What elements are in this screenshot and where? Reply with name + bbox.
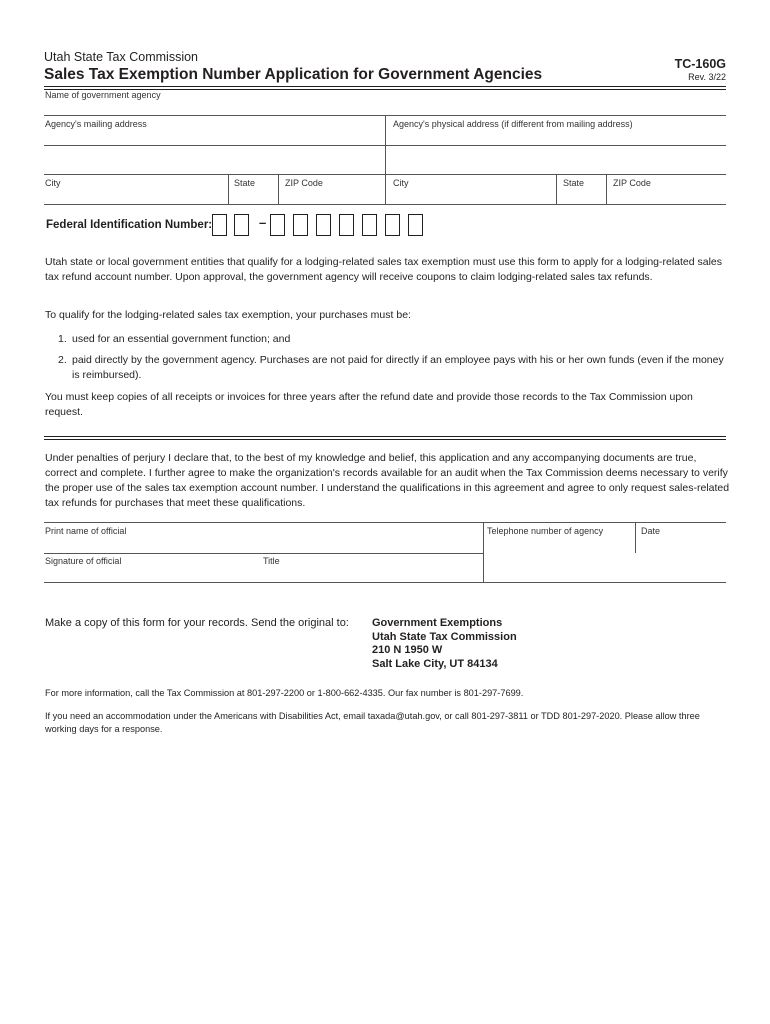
list-number: 2.: [58, 354, 67, 366]
mailing-address: [372, 617, 517, 671]
qualify-paragraph: To qualify for the lodging-related sales tax exemption, your purchases must be:: [45, 309, 411, 321]
address-line: Government Exemptions: [372, 617, 503, 629]
divider: [44, 582, 726, 583]
address-line: Utah State Tax Commission: [372, 630, 517, 643]
revision-date: Rev. 3/22: [688, 72, 726, 82]
column-divider: [556, 174, 557, 204]
form-title: Sales Tax Exemption Number Application for Government Agencies: [44, 66, 543, 83]
signature-field[interactable]: [44, 566, 254, 582]
physical-address-field[interactable]: [386, 130, 726, 174]
fein-digit-box[interactable]: [293, 214, 308, 236]
column-divider: [278, 174, 279, 204]
agency-name-header: Utah State Tax Commission: [44, 50, 198, 64]
mailing-address-field[interactable]: [44, 130, 384, 174]
fein-digit-box[interactable]: [408, 214, 423, 236]
physical-state-label: State: [563, 178, 585, 188]
mailing-zip-label: ZIP Code: [285, 178, 323, 188]
ada-info: If you need an accommodation under the Americans with Disabilities Act, email taxada@utah.gov, or call 801-297-3811 or TDD 801-297-2020. Please allow three working days for a response.: [45, 711, 700, 734]
mailing-city-label: City: [45, 178, 61, 188]
title-label: Title: [263, 556, 280, 566]
title-field[interactable]: [262, 566, 480, 582]
physical-address-label: Agency's physical address (if different from mailing address): [393, 119, 633, 129]
fein-digit-box[interactable]: [362, 214, 377, 236]
mailing-state-label: State: [234, 178, 256, 188]
address-line: 210 N 1950 W: [372, 644, 443, 656]
section-rule: [44, 436, 726, 440]
divider: [44, 522, 726, 523]
divider: [44, 204, 726, 205]
physical-city-label: City: [393, 178, 409, 188]
fein-digit-box[interactable]: [212, 214, 227, 236]
contact-info: For more information, call the Tax Commission at 801-297-2200 or 1-800-662-4335. Our fax number is 801-297-7699.: [45, 688, 524, 698]
declaration-paragraph: Under penalties of perjury I declare that, to the best of my knowledge and belief, this application and any accompanying documents are true, correct and complete. I further agree to make the organization's records available for an audit when the Tax Commission deems necessary to verify the proper use of the sales tax exemption account number. I understand the qualifications in this agreement and agree to only request sales-related tax refunds for purchases that meet these qualifications.: [45, 452, 730, 509]
signature-label: Signature of official: [45, 556, 122, 566]
list-number: 1.: [58, 333, 67, 345]
fein-digit-box[interactable]: [316, 214, 331, 236]
records-paragraph: You must keep copies of all receipts or invoices for three years after the refund date and provide those records to the Tax Commission upon request.: [45, 391, 693, 418]
mailing-instruction: Make a copy of this form for your records. Send the original to:: [45, 617, 349, 629]
fein-digit-box[interactable]: [385, 214, 400, 236]
list-item: used for an essential government function; and: [72, 333, 291, 345]
column-divider: [635, 522, 636, 553]
intro-paragraph: Utah state or local government entities that qualify for a lodging-related sales tax exemption must use this form to apply for a lodging-related sales tax refund account number. Upon approval, the government agency will receive coupons to claim lodging-related sales tax refunds.: [45, 256, 723, 283]
mailing-address-label: Agency's mailing address: [45, 119, 147, 129]
list-item: paid directly by the government agency. Purchases are not paid for directly if an employee pays with his or her own funds (even if the money is reimbursed).: [72, 354, 724, 381]
address-line: Salt Lake City, UT 84134: [372, 657, 498, 670]
column-divider: [228, 174, 229, 204]
fein-digit-box[interactable]: [270, 214, 285, 236]
print-name-field[interactable]: [44, 537, 480, 553]
physical-zip-label: ZIP Code: [613, 178, 651, 188]
date-label: Date: [641, 526, 661, 536]
column-divider: [483, 522, 484, 582]
divider: [44, 553, 483, 554]
agency-name-label: Name of government agency: [45, 90, 161, 100]
date-field[interactable]: [637, 537, 725, 552]
form-number: TC-160G: [674, 57, 726, 71]
telephone-label: Telephone number of agency: [487, 526, 604, 536]
agency-name-field[interactable]: [44, 100, 726, 115]
fein-dash: –: [259, 215, 267, 230]
column-divider: [606, 174, 607, 204]
column-divider: [385, 115, 386, 204]
fein-digit-box[interactable]: [339, 214, 354, 236]
print-name-label: Print name of official: [45, 526, 127, 536]
fein-label: Federal Identification Number:: [46, 219, 213, 231]
fein-digit-box[interactable]: [234, 214, 249, 236]
telephone-field[interactable]: [485, 537, 633, 581]
